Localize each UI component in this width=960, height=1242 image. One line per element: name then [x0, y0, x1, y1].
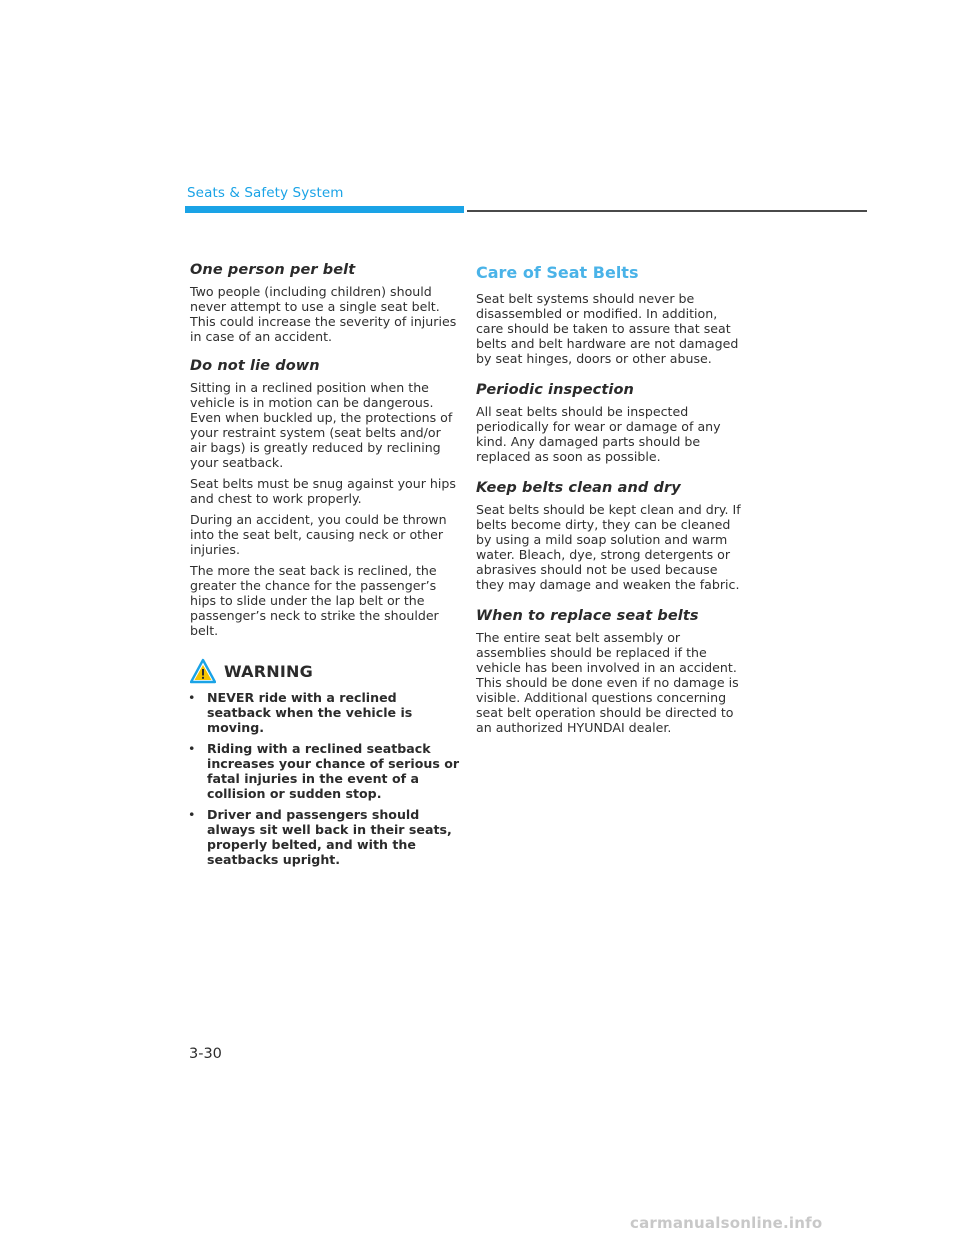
paragraph: All seat belts should be inspected periodically for wear or damage of any kind. Any damaged parts should be replaced as soon as possible. — [476, 404, 721, 464]
right-column — [476, 263, 746, 741]
paragraph: The more the seat back is reclined, the greater the chance for the passenger’s hips to slide under the lap belt or the passenger’s neck to strike the shoulder belt. — [190, 563, 439, 638]
section-title-care-of-seat-belts: Care of Seat Belts — [476, 263, 639, 282]
heading-do-not-lie-down: Do not lie down — [190, 358, 320, 374]
warning-item-text: Riding with a reclined seatback increases your chance of serious or fatal injuries in the event of a collision or sudden stop. — [207, 741, 460, 801]
warning-item-text: NEVER ride with a reclined seatback when the vehicle is moving. — [207, 690, 413, 735]
heading-keep-belts-clean: Keep belts clean and dry — [476, 480, 681, 496]
paragraph: Seat belts should be kept clean and dry. If belts become dirty, they can be cleaned by using a mild soap solution and warm water. Bleach, dye, strong detergents or abrasives should not be used because they may damage and weaken the fabric. — [476, 502, 741, 592]
warning-item: • NEVER ride with a reclined seatback when the vehicle is moving. — [188, 690, 413, 735]
paragraph: During an accident, you could be thrown into the seat belt, causing neck or other injuries. — [190, 512, 447, 557]
warning-box — [190, 658, 460, 867]
header-divider-line — [467, 210, 867, 212]
warning-list — [190, 690, 460, 867]
header-accent-bar — [185, 206, 464, 213]
warning-item-text: Driver and passengers should always sit well back in their seats, properly belted, and with the seatbacks upright. — [207, 807, 452, 867]
warning-header — [190, 658, 460, 684]
paragraph: Seat belts must be snug against your hips and chest to work properly. — [190, 476, 456, 506]
heading-one-person-per-belt: One person per belt — [190, 262, 356, 278]
header-section-title: Seats & Safety System — [187, 185, 344, 201]
warning-item: • Driver and passengers should always sit well back in their seats, properly belted, and with the seatbacks upright. — [188, 807, 452, 867]
paragraph: Seat belt systems should never be disassembled or modified. In addition, care should be taken to assure that seat belts and belt hardware are not damaged by seat hinges, doors or other abuse. — [476, 291, 739, 366]
warning-triangle-icon — [190, 658, 216, 684]
page-number: 3-30 — [189, 1046, 222, 1062]
warning-label: WARNING — [224, 661, 313, 681]
watermark: carmanualsonline.info — [630, 1214, 823, 1232]
paragraph: Sitting in a reclined position when the vehicle is in motion can be dangerous. Even when buckled up, the protections of your restraint system (seat belts and/or air bags) is greatly reduced by reclining your seatback. — [190, 380, 453, 470]
left-column — [190, 262, 460, 873]
paragraph: The entire seat belt assembly or assemblies should be replaced if the vehicle has been involved in an accident. This should be done even if no damage is visible. Additional questions concerning seat belt operation should be directed to an authorized HYUNDAI dealer. — [476, 630, 739, 735]
heading-periodic-inspection: Periodic inspection — [476, 382, 634, 398]
heading-when-to-replace: When to replace seat belts — [476, 608, 699, 624]
warning-item: • Riding with a reclined seatback increases your chance of serious or fatal injuries in the event of a collision or sudden stop. — [188, 741, 460, 801]
paragraph: Two people (including children) should never attempt to use a single seat belt. This could increase the severity of injuries in case of an accident. — [190, 284, 457, 344]
